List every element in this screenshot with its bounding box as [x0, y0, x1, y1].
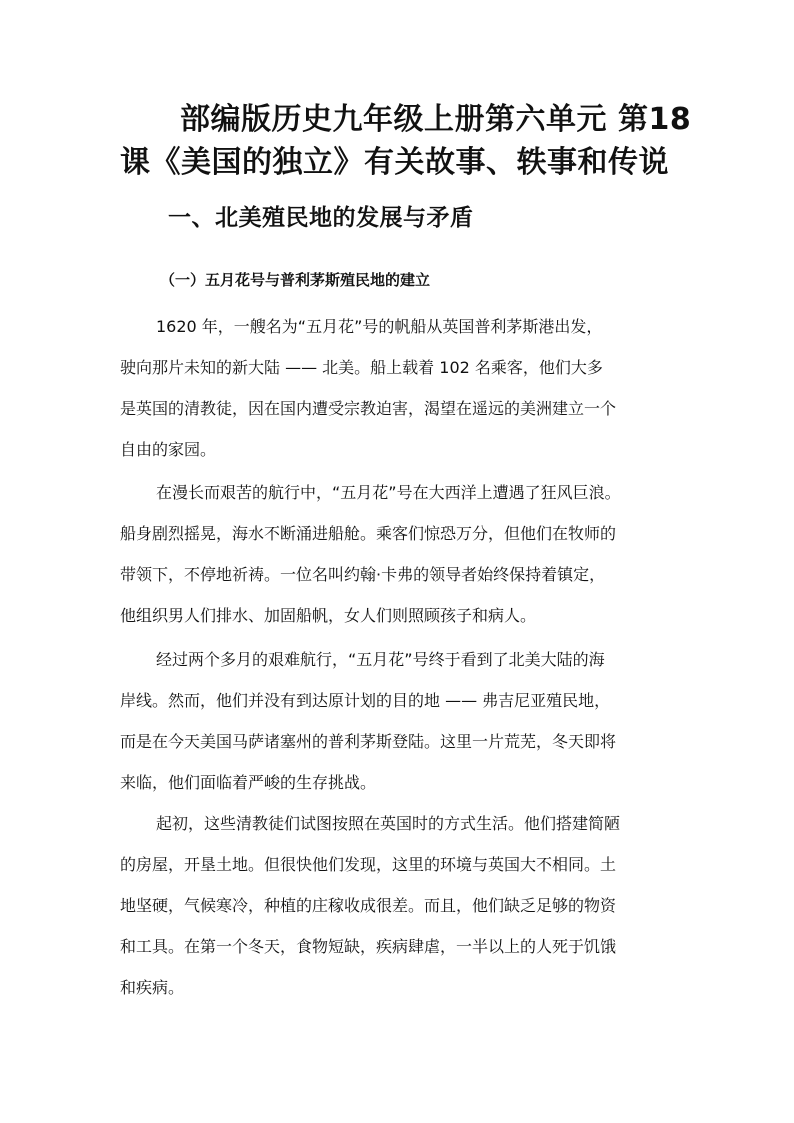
section-heading: 一、北美殖民地的发展与矛盾 — [168, 205, 474, 231]
paragraph-line: 在漫长而艰苦的航行中，“五月花”号在大西洋上遭遇了狂风巨浪。 — [156, 483, 621, 502]
paragraph-line: 而是在今天美国马萨诸塞州的普利茅斯登陆。这里一片荒芜，冬天即将 — [120, 732, 617, 751]
paragraph-line: 船身剧烈摇晃，海水不断涌进船舱。乘客们惊恐万分，但他们在牧师的 — [120, 524, 617, 543]
paragraph-3 — [120, 639, 676, 803]
subsection-heading: （一）五月花号与普利茅斯殖民地的建立 — [160, 271, 431, 289]
paragraph-line: 和工具。在第一个冬天，食物短缺，疾病肆虐，一半以上的人死于饥饿 — [120, 937, 617, 956]
paragraph-1 — [120, 306, 676, 470]
paragraph-line: 带领下，不停地祈祷。一位名叫约翰·卡弗的领导者始终保持着镇定， — [120, 565, 606, 584]
title-line-2: 课《美国的独立》有关故事、轶事和传说 — [120, 145, 669, 180]
paragraph-line: 岸线。然而，他们并没有到达原计划的目的地 —— 弗吉尼亚殖民地， — [120, 691, 611, 710]
paragraph-line: 和疾病。 — [120, 978, 185, 997]
paragraph-line: 地坚硬，气候寒冷，种植的庄稼收成很差。而且，他们缺乏足够的物资 — [120, 896, 617, 915]
paragraph-2 — [120, 472, 676, 636]
paragraph-line: 自由的家园。 — [120, 440, 217, 459]
paragraph-line: 1620 年，一艘名为“五月花”号的帆船从英国普利茅斯港出发， — [156, 317, 603, 336]
paragraph-line: 来临，他们面临着严峻的生存挑战。 — [120, 773, 377, 792]
paragraph-line: 是英国的清教徒，因在国内遭受宗教迫害，渴望在遥远的美洲建立一个 — [120, 399, 617, 418]
paragraph-4 — [120, 803, 676, 1008]
paragraph-line: 起初，这些清教徒们试图按照在英国时的方式生活。他们搭建简陋 — [156, 814, 621, 833]
title-line-1: 部编版历史九年级上册第六单元 第18 — [180, 102, 692, 137]
paragraph-line: 他组织男人们排水、加固船帆，女人们则照顾孩子和病人。 — [120, 606, 537, 625]
paragraph-line: 驶向那片未知的新大陆 —— 北美。船上载着 102 名乘客，他们大多 — [120, 358, 603, 377]
paragraph-line: 的房屋，开垦土地。但很快他们发现，这里的环境与英国大不相同。土 — [120, 855, 617, 874]
paragraph-line: 经过两个多月的艰难航行，“五月花”号终于看到了北美大陆的海 — [156, 650, 605, 669]
